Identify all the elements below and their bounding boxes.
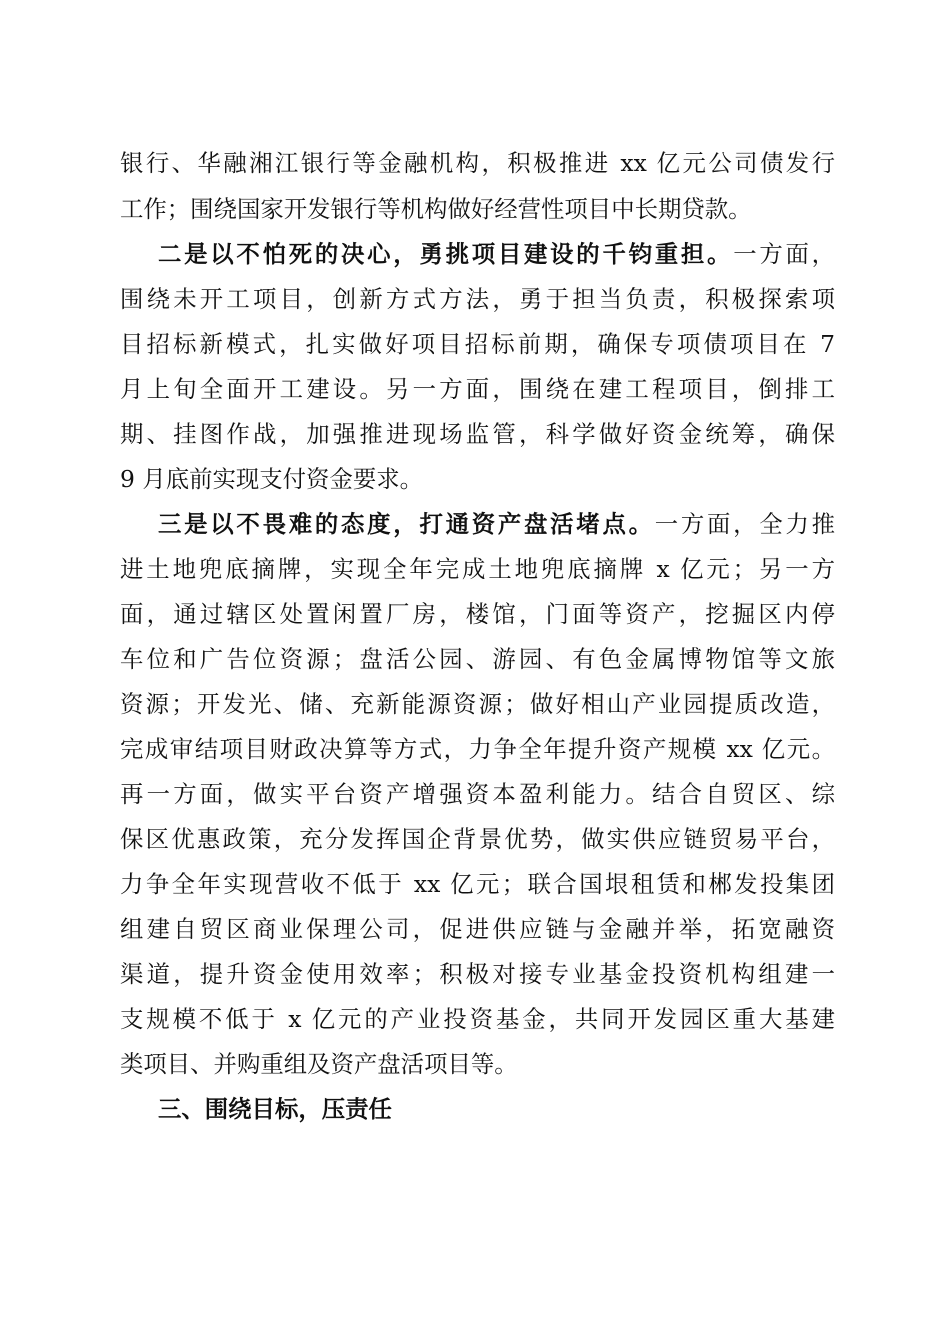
text-line: 银行、华融湘江银行等金融机构，积极推进 xx 亿元公司债发行	[120, 149, 835, 177]
section-heading: 三、围绕目标，压责任	[158, 1095, 392, 1123]
text-line: 围绕未开工项目，创新方式方法，勇于担当负责，积极探索项	[120, 285, 835, 313]
text-line: 再一方面，做实平台资产增强资本盈利能力。结合自贸区、综	[120, 780, 835, 808]
text-line: 保区优惠政策，充分发挥国企背景优势，做实供应链贸易平台，	[120, 825, 835, 853]
text-line: 力争全年实现营收不低于 xx 亿元；联合国垠租赁和郴发投集团	[120, 870, 835, 898]
text-line: 资源；开发光、储、充新能源资源；做好相山产业园提质改造，	[120, 690, 835, 718]
text-span: 一方面，	[733, 240, 836, 268]
text-line: 进土地兜底摘牌，实现全年完成土地兜底摘牌 x 亿元；另一方	[120, 555, 835, 583]
text-line: 类项目、并购重组及资产盘活项目等。	[120, 1050, 518, 1078]
paragraph-lead: 二是以不怕死的决心，勇挑项目建设的千钧重担。	[158, 240, 734, 268]
paragraph-lead: 三是以不畏难的态度，打通资产盘活堵点。	[158, 510, 655, 538]
text-line: 目招标新模式，扎实做好项目招标前期，确保专项债项目在 7	[120, 330, 835, 358]
text-line: 9 月底前实现支付资金要求。	[120, 465, 424, 493]
text-line: 渠道，提升资金使用效率；积极对接专业基金投资机构组建一	[120, 960, 835, 988]
text-line: 完成审结项目财政决算等方式，力争全年提升资产规模 xx 亿元。	[120, 735, 835, 763]
text-line: 期、挂图作战，加强推进现场监管，科学做好资金统筹，确保	[120, 420, 835, 448]
text-line: 工作；围绕国家开发银行等机构做好经营性项目中长期贷款。	[120, 195, 752, 223]
text-line: 组建自贸区商业保理公司，促进供应链与金融并举，拓宽融资	[120, 915, 835, 943]
text-span: 一方面，全力推	[654, 510, 836, 538]
text-line: 面，通过辖区处置闲置厂房，楼馆，门面等资产，挖掘区内停	[120, 600, 835, 628]
text-line: 车位和广告位资源；盘活公园、游园、有色金属博物馆等文旅	[120, 645, 835, 673]
paragraph-lead-line	[158, 234, 835, 274]
text-line: 支规模不低于 x 亿元的产业投资基金，共同开发园区重大基建	[120, 1005, 835, 1033]
paragraph-lead-line	[158, 504, 835, 544]
text-line: 月上旬全面开工建设。另一方面，围绕在建工程项目，倒排工	[120, 375, 835, 403]
